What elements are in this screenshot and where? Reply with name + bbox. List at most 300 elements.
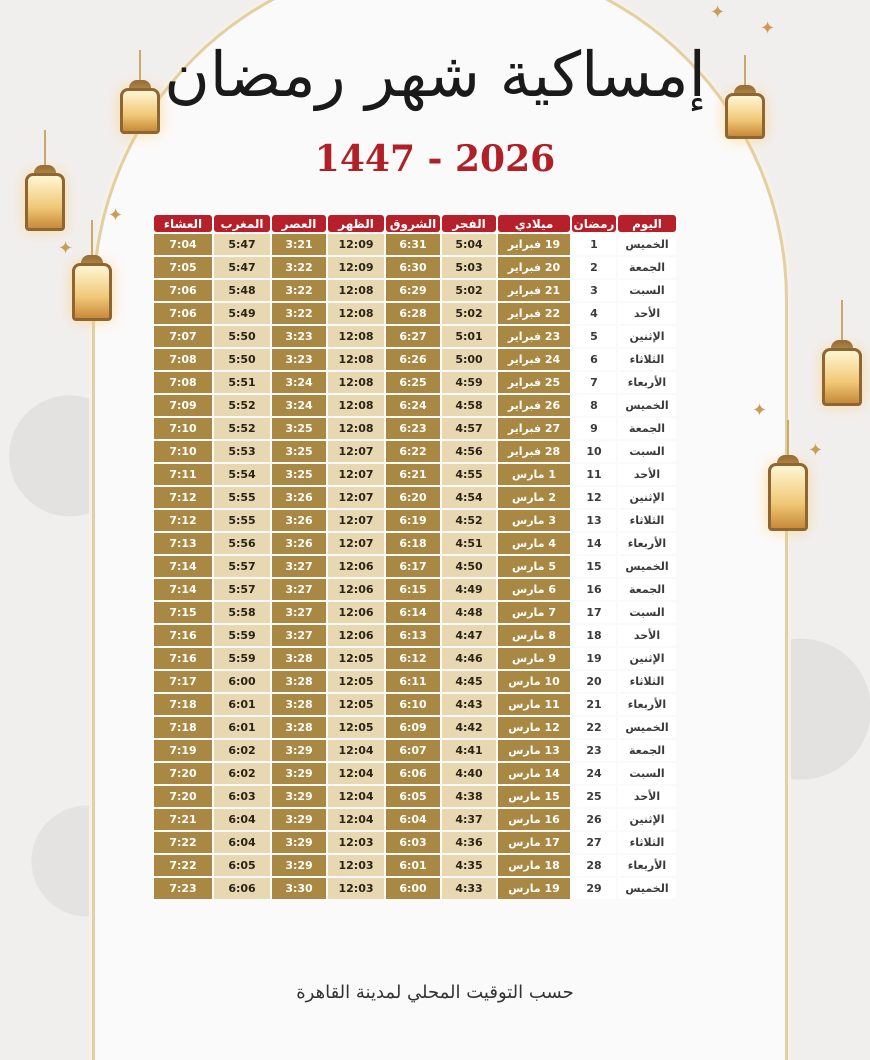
table-cell: الأحد [618,625,676,646]
star-icon: ✦ [710,2,726,23]
table-cell: 12:08 [328,349,384,370]
table-cell: الجمعة [618,257,676,278]
table-cell: الأربعاء [618,855,676,876]
table-row [154,832,676,853]
table-cell: 19 فبراير [498,234,570,255]
table-cell: 6:01 [214,717,270,738]
lantern-icon [822,300,862,406]
table-cell: 6:10 [386,694,440,715]
table-cell: 7:12 [154,487,212,508]
table-cell: الثلاثاء [618,832,676,853]
table-cell: 1 مارس [498,464,570,485]
table-cell: 3:22 [272,257,326,278]
table-cell: 5:58 [214,602,270,623]
table-cell: 5:00 [442,349,496,370]
table-cell: السبت [618,280,676,301]
table-cell: 27 [572,832,616,853]
star-icon: ✦ [808,440,824,461]
table-cell: الثلاثاء [618,349,676,370]
table-row [154,303,676,324]
table-cell: 7:11 [154,464,212,485]
table-cell: 5:57 [214,579,270,600]
table-cell: 7:20 [154,763,212,784]
table-cell: 14 [572,533,616,554]
table-row [154,855,676,876]
table-cell: 24 [572,763,616,784]
table-cell: 4:48 [442,602,496,623]
table-cell: 15 مارس [498,786,570,807]
table-row [154,602,676,623]
table-cell: 4:57 [442,418,496,439]
table-cell: 4:51 [442,533,496,554]
table-cell: 27 فبراير [498,418,570,439]
table-cell: 12:08 [328,418,384,439]
table-cell: 3:28 [272,671,326,692]
table-cell: 6:00 [386,878,440,899]
table-cell: 7:23 [154,878,212,899]
table-row [154,326,676,347]
table-cell: 22 فبراير [498,303,570,324]
table-row [154,395,676,416]
table-cell: 16 مارس [498,809,570,830]
table-cell: 3:23 [272,349,326,370]
table-cell: 5:51 [214,372,270,393]
table-cell: 6:02 [214,763,270,784]
column-header: اليوم [618,215,676,232]
table-cell: الجمعة [618,418,676,439]
table-row [154,740,676,761]
table-cell: 28 [572,855,616,876]
table-cell: 4:41 [442,740,496,761]
table-cell: 7:22 [154,832,212,853]
table-cell: 3:27 [272,579,326,600]
star-icon: ✦ [752,400,768,421]
table-cell: الأربعاء [618,694,676,715]
table-cell: 5:57 [214,556,270,577]
table-cell: 6:14 [386,602,440,623]
table-cell: 3:25 [272,464,326,485]
table-cell: 3:24 [272,372,326,393]
imsakia-table [152,213,678,901]
table-cell: 7:10 [154,418,212,439]
table-cell: 23 [572,740,616,761]
table-cell: 13 مارس [498,740,570,761]
table-cell: 6:19 [386,510,440,531]
table-cell: 6:13 [386,625,440,646]
table-cell: 12:06 [328,556,384,577]
table-cell: 7:08 [154,372,212,393]
table-cell: 5:01 [442,326,496,347]
table-row [154,556,676,577]
table-cell: 12:09 [328,257,384,278]
column-header: العصر [272,215,326,232]
table-cell: 12:07 [328,487,384,508]
table-cell: 4:50 [442,556,496,577]
table-cell: 20 [572,671,616,692]
table-cell: 4 [572,303,616,324]
table-cell: 7:17 [154,671,212,692]
table-row [154,464,676,485]
table-cell: 7:07 [154,326,212,347]
table-cell: 3:21 [272,234,326,255]
table-cell: 17 مارس [498,832,570,853]
table-cell: 3:29 [272,855,326,876]
table-cell: 12:08 [328,280,384,301]
table-cell: 12:03 [328,878,384,899]
table-cell: 7:22 [154,855,212,876]
table-cell: 7:10 [154,441,212,462]
table-row [154,671,676,692]
table-row [154,441,676,462]
table-cell: 6:23 [386,418,440,439]
table-cell: 17 [572,602,616,623]
table-cell: 6:01 [214,694,270,715]
page-title: إمساكية شهر رمضان [164,38,706,111]
table-cell: 3:30 [272,878,326,899]
table-cell: 4:36 [442,832,496,853]
table-cell: 12:05 [328,671,384,692]
table-cell: 12:06 [328,625,384,646]
table-cell: 6:00 [214,671,270,692]
table-cell: 3:27 [272,602,326,623]
table-row [154,786,676,807]
table-cell: 12:03 [328,832,384,853]
table-cell: 7:20 [154,786,212,807]
table-cell: 6 [572,349,616,370]
table-cell: 12:04 [328,740,384,761]
table-cell: 3:29 [272,786,326,807]
table-cell: الجمعة [618,740,676,761]
table-cell: 5:52 [214,395,270,416]
table-cell: 7:21 [154,809,212,830]
table-cell: 5:54 [214,464,270,485]
table-row [154,809,676,830]
table-cell: 25 فبراير [498,372,570,393]
table-cell: 7:04 [154,234,212,255]
table-cell: 7:16 [154,648,212,669]
table-cell: الثلاثاء [618,510,676,531]
table-cell: الإثنين [618,648,676,669]
table-cell: 12:04 [328,786,384,807]
table-cell: 6:29 [386,280,440,301]
table-cell: 5:48 [214,280,270,301]
table-cell: 5:55 [214,510,270,531]
table-cell: 12:07 [328,441,384,462]
table-cell: 5 مارس [498,556,570,577]
table-cell: 4:59 [442,372,496,393]
table-cell: 5:49 [214,303,270,324]
table-cell: 6:20 [386,487,440,508]
table-cell: 6:25 [386,372,440,393]
table-cell: 13 [572,510,616,531]
table-cell: 7:18 [154,694,212,715]
column-header: الشروق [386,215,440,232]
table-cell: 4:49 [442,579,496,600]
table-cell: 3:25 [272,441,326,462]
table-cell: 12 [572,487,616,508]
table-cell: الخميس [618,717,676,738]
table-cell: 6:09 [386,717,440,738]
column-header: العشاء [154,215,212,232]
table-row [154,372,676,393]
table-cell: الخميس [618,878,676,899]
table-cell: 7:08 [154,349,212,370]
table-cell: 18 [572,625,616,646]
table-cell: 12:07 [328,510,384,531]
table-cell: 11 [572,464,616,485]
footer-note: حسب التوقيت المحلي لمدينة القاهرة [296,982,574,1003]
table-cell: 4:54 [442,487,496,508]
table-cell: 7:19 [154,740,212,761]
table-cell: 5:53 [214,441,270,462]
column-header: الفجر [442,215,496,232]
table-cell: 4:47 [442,625,496,646]
table-cell: 4 مارس [498,533,570,554]
table-cell: 7:15 [154,602,212,623]
table-cell: 12:08 [328,395,384,416]
table-cell: 5:02 [442,303,496,324]
table-cell: 7:16 [154,625,212,646]
star-icon: ✦ [58,238,74,259]
table-cell: 6:22 [386,441,440,462]
star-icon: ✦ [108,205,124,226]
table-cell: الخميس [618,556,676,577]
table-cell: 7:09 [154,395,212,416]
table-cell: 4:56 [442,441,496,462]
table-row [154,694,676,715]
lantern-icon [72,220,112,321]
table-row [154,510,676,531]
table-cell: 6:28 [386,303,440,324]
table-cell: 6:15 [386,579,440,600]
table-cell: 5:50 [214,326,270,347]
table-cell: الأحد [618,786,676,807]
star-icon: ✦ [760,18,776,39]
table-row [154,878,676,899]
table-cell: 3:29 [272,809,326,830]
table-cell: 7:14 [154,556,212,577]
table-cell: 3:29 [272,832,326,853]
table-cell: 12:08 [328,303,384,324]
table-cell: 5:55 [214,487,270,508]
table-cell: 12:06 [328,579,384,600]
table-cell: 18 مارس [498,855,570,876]
table-cell: 5:59 [214,648,270,669]
table-cell: 5:59 [214,625,270,646]
table-cell: 3:27 [272,556,326,577]
table-cell: 5:50 [214,349,270,370]
table-cell: 11 مارس [498,694,570,715]
table-cell: 4:38 [442,786,496,807]
table-cell: 12:05 [328,694,384,715]
table-cell: 29 [572,878,616,899]
table-cell: 22 [572,717,616,738]
table-cell: 7:12 [154,510,212,531]
table-cell: 6:17 [386,556,440,577]
lantern-icon [768,420,808,531]
table-cell: 15 [572,556,616,577]
table-cell: 7:14 [154,579,212,600]
table-cell: الخميس [618,234,676,255]
table-cell: 1 [572,234,616,255]
column-header: المغرب [214,215,270,232]
table-cell: 12:05 [328,717,384,738]
table-cell: 6:03 [386,832,440,853]
table-cell: 7:18 [154,717,212,738]
table-cell: 6:05 [214,855,270,876]
table-cell: 6:11 [386,671,440,692]
table-cell: 4:45 [442,671,496,692]
table-row [154,763,676,784]
table-cell: 6:24 [386,395,440,416]
table-cell: 8 مارس [498,625,570,646]
table-cell: 20 فبراير [498,257,570,278]
table-cell: 4:52 [442,510,496,531]
table-cell: 7:13 [154,533,212,554]
table-row [154,648,676,669]
table-cell: 28 فبراير [498,441,570,462]
table-cell: السبت [618,441,676,462]
table-cell: 21 [572,694,616,715]
table-cell: 5:56 [214,533,270,554]
table-cell: الأربعاء [618,533,676,554]
table-cell: الأربعاء [618,372,676,393]
table-cell: 6:01 [386,855,440,876]
column-header: ميلادي [498,215,570,232]
table-cell: 4:58 [442,395,496,416]
table-cell: 3 مارس [498,510,570,531]
table-cell: 12:09 [328,234,384,255]
table-cell: السبت [618,602,676,623]
table-cell: الأحد [618,464,676,485]
table-cell: 25 [572,786,616,807]
table-cell: 3:28 [272,717,326,738]
table-cell: 3:25 [272,418,326,439]
table-row [154,349,676,370]
table-cell: 5:47 [214,257,270,278]
table-cell: 26 [572,809,616,830]
year-label: 1447 - 2026 [314,138,556,180]
table-cell: 10 مارس [498,671,570,692]
table-row [154,487,676,508]
table-cell: 12:04 [328,809,384,830]
table-cell: 6:12 [386,648,440,669]
table-cell: 3:26 [272,510,326,531]
table-cell: 6:03 [214,786,270,807]
table-row [154,234,676,255]
table-cell: 4:40 [442,763,496,784]
table-cell: 6:30 [386,257,440,278]
table-cell: الجمعة [618,579,676,600]
table-row [154,257,676,278]
table-cell: 6:06 [214,878,270,899]
table-cell: 6:02 [214,740,270,761]
table-cell: 4:35 [442,855,496,876]
table-cell: 3:27 [272,625,326,646]
table-cell: 3:22 [272,303,326,324]
table-cell: 6:05 [386,786,440,807]
table-cell: 4:33 [442,878,496,899]
table-row [154,280,676,301]
table-cell: 8 [572,395,616,416]
table-cell: الإثنين [618,326,676,347]
table-cell: 5:52 [214,418,270,439]
table-cell: 5:04 [442,234,496,255]
table-cell: 9 [572,418,616,439]
table-cell: 6:04 [386,809,440,830]
table-row [154,533,676,554]
table-cell: 6:06 [386,763,440,784]
column-header: الظهر [328,215,384,232]
table-cell: 5:02 [442,280,496,301]
table-cell: 12:07 [328,464,384,485]
column-header: رمضان [573,216,615,231]
table-cell: الإثنين [618,487,676,508]
table-cell: 14 مارس [498,763,570,784]
table-cell: 12:07 [328,533,384,554]
table-cell: 19 مارس [498,878,570,899]
table-cell: 3:29 [272,740,326,761]
table-cell: 4:46 [442,648,496,669]
table-cell: السبت [618,763,676,784]
table-cell: 12:04 [328,763,384,784]
table-cell: 6 مارس [498,579,570,600]
table-cell: 12:08 [328,372,384,393]
table-cell: 3:26 [272,533,326,554]
table-cell: 3:28 [272,648,326,669]
table-row [154,717,676,738]
table-cell: 21 فبراير [498,280,570,301]
table-cell: 6:21 [386,464,440,485]
table-cell: 3:28 [272,694,326,715]
table-cell: 6:27 [386,326,440,347]
table-cell: 7:05 [154,257,212,278]
table-cell: 2 [572,257,616,278]
table-cell: 9 مارس [498,648,570,669]
table-row [154,418,676,439]
table-cell: 3:24 [272,395,326,416]
table-cell: 6:07 [386,740,440,761]
table-cell: 12:06 [328,602,384,623]
table-row [154,625,676,646]
table-cell: الخميس [618,395,676,416]
table-cell: 4:37 [442,809,496,830]
table-cell: 6:04 [214,809,270,830]
table-cell: 6:31 [386,234,440,255]
table-row [154,579,676,600]
table-cell: 7:06 [154,303,212,324]
table-cell: 7 مارس [498,602,570,623]
table-cell: 23 فبراير [498,326,570,347]
table-cell: 3:29 [272,763,326,784]
table-cell: 5:47 [214,234,270,255]
table-cell: 4:43 [442,694,496,715]
table-cell: الإثنين [618,809,676,830]
table-cell: 19 [572,648,616,669]
table-cell: 12:08 [328,326,384,347]
table-cell: 5:03 [442,257,496,278]
table-cell: 24 فبراير [498,349,570,370]
table-cell: 4:55 [442,464,496,485]
table-cell: 6:26 [386,349,440,370]
table-cell: 16 [572,579,616,600]
table-cell: 12:03 [328,855,384,876]
table-cell: 12:05 [328,648,384,669]
table-cell: 6:04 [214,832,270,853]
table-cell: 4:42 [442,717,496,738]
table-cell: 12 مارس [498,717,570,738]
table-cell: 7 [572,372,616,393]
